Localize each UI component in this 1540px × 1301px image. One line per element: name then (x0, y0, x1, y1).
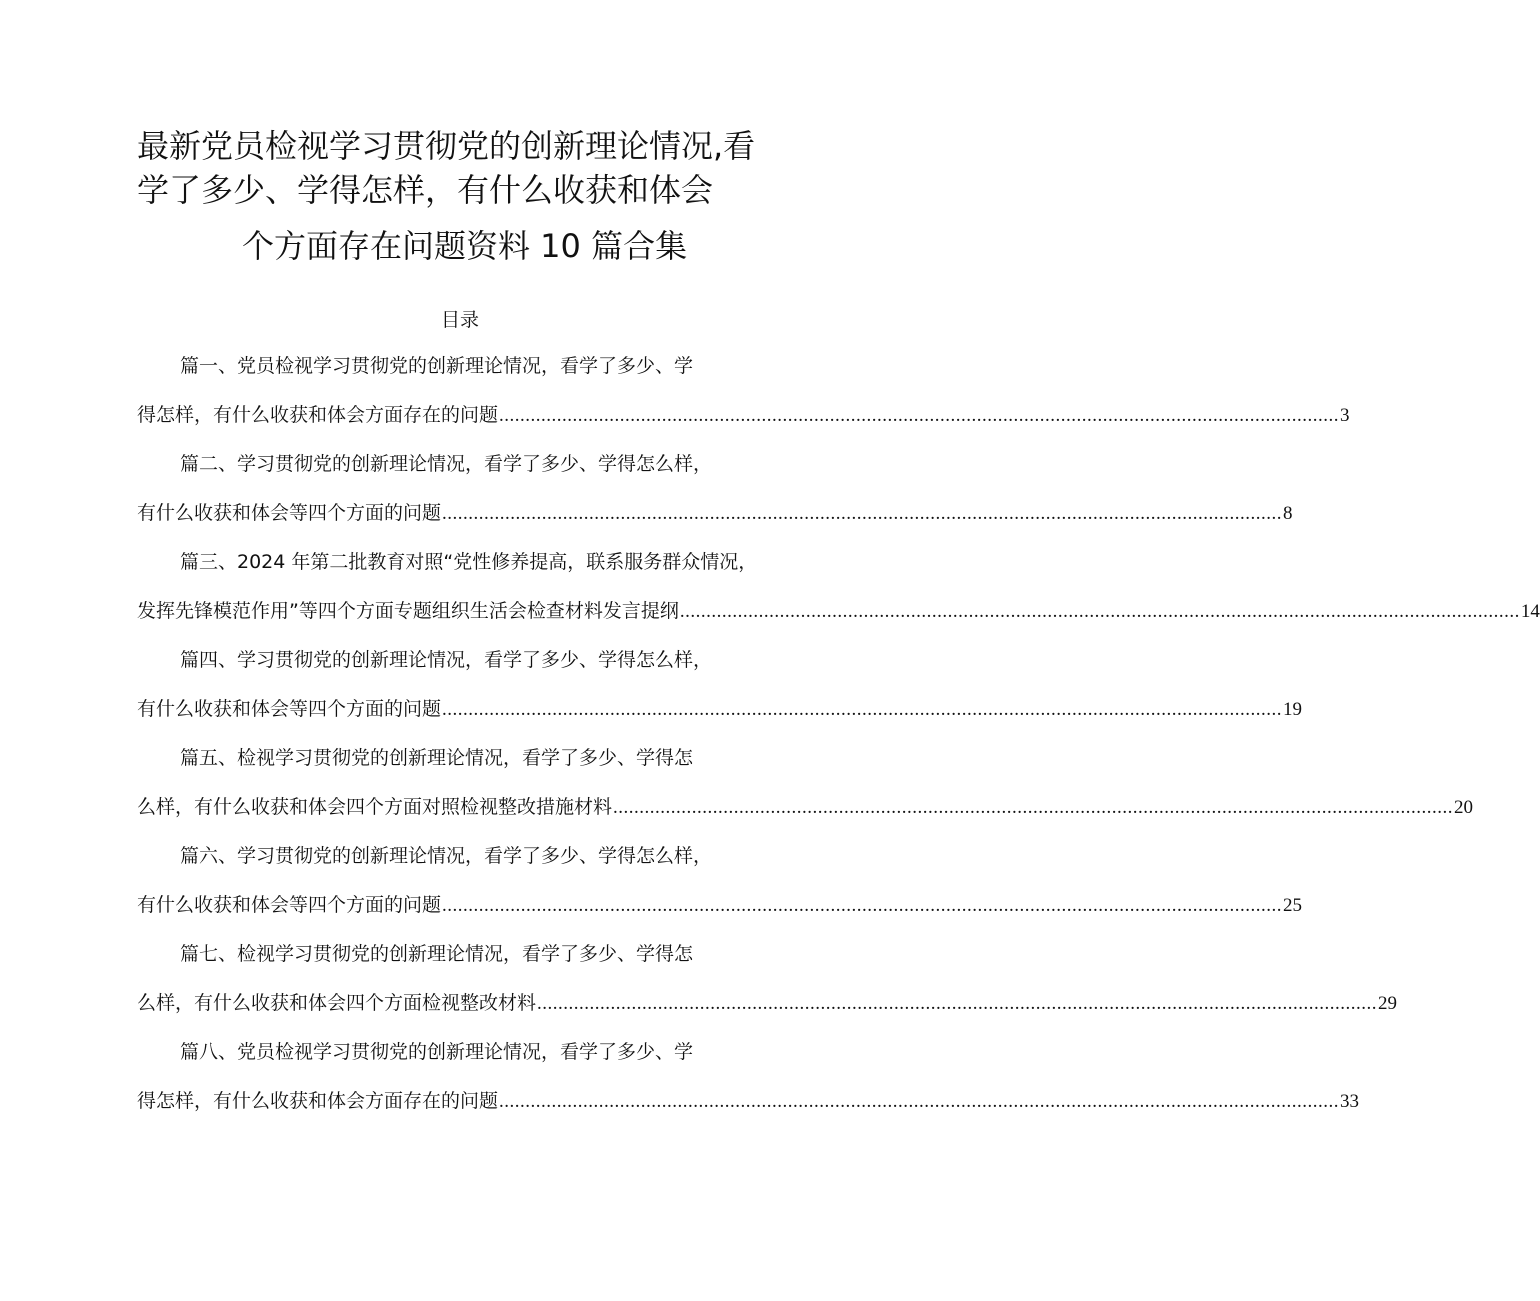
toc-leader-dots: ................................................................................................................................................................ (613, 797, 1454, 818)
toc-page-number: 14 (1520, 601, 1540, 622)
toc-entry-title[interactable]: 篇八、党员检视学习贯彻党的创新理论情况，看学了多少、学 (180, 1041, 694, 1063)
toc-heading: 目录 (440, 309, 479, 331)
toc-entry-title[interactable]: 篇四、学习贯彻党的创新理论情况，看学了多少、学得怎么样， (180, 649, 713, 671)
toc-leader-dots: ................................................................................................................................................................ (499, 1091, 1340, 1112)
toc-entry-continuation[interactable] (137, 597, 1540, 626)
toc-entry-text: 得怎样，有什么收获和体会方面存在的问题 (137, 404, 499, 426)
toc-page-number: 29 (1378, 993, 1398, 1014)
toc-entry-text: 有什么收获和体会等四个方面的问题 (137, 502, 442, 524)
toc-entry-text: 得怎样，有什么收获和体会方面存在的问题 (137, 1090, 499, 1112)
toc-page-number: 25 (1283, 895, 1303, 916)
toc-entry-text: 有什么收获和体会等四个方面的问题 (137, 698, 442, 720)
toc-leader-dots: ................................................................................................................................................................ (442, 699, 1283, 720)
toc-entry-text: 有什么收获和体会等四个方面的问题 (137, 894, 442, 916)
toc-page-number: 19 (1283, 699, 1303, 720)
toc-entry-continuation[interactable] (137, 891, 1303, 920)
toc-entry-continuation[interactable] (137, 989, 1398, 1018)
toc-leader-dots: ................................................................................................................................................................ (679, 601, 1520, 622)
toc-entry-continuation[interactable] (137, 793, 1474, 822)
toc-entry-title[interactable]: 篇二、学习贯彻党的创新理论情况，看学了多少、学得怎么样， (180, 453, 713, 475)
document-title-line-2: 学了多少、学得怎样，有什么收获和体会 (137, 171, 714, 209)
toc-page-number: 20 (1454, 797, 1474, 818)
toc-leader-dots: ................................................................................................................................................................ (499, 405, 1340, 426)
toc-entry-continuation[interactable] (137, 695, 1303, 724)
toc-page-number: 33 (1340, 1091, 1360, 1112)
toc-leader-dots: ................................................................................................................................................................ (442, 895, 1283, 916)
toc-entry-title[interactable]: 篇七、检视学习贯彻党的创新理论情况，看学了多少、学得怎 (180, 943, 694, 965)
toc-entry-continuation[interactable] (137, 1087, 1360, 1116)
toc-page-number: 3 (1340, 405, 1350, 426)
toc-entry-title[interactable]: 篇一、党员检视学习贯彻党的创新理论情况，看学了多少、学 (180, 355, 694, 377)
document-title-line-3: 个方面存在问题资料 10 篇合集 (242, 227, 688, 265)
toc-entry-title[interactable]: 篇三、2024 年第二批教育对照“党性修养提高，联系服务群众情况， (180, 551, 758, 573)
toc-entry-text: 么样，有什么收获和体会四个方面检视整改材料 (137, 992, 537, 1014)
toc-entry-title[interactable]: 篇五、检视学习贯彻党的创新理论情况，看学了多少、学得怎 (180, 747, 694, 769)
toc-leader-dots: ................................................................................................................................................................ (442, 503, 1283, 524)
toc-entry-text: 么样，有什么收获和体会四个方面对照检视整改措施材料 (137, 796, 613, 818)
toc-page-number: 8 (1283, 503, 1293, 524)
toc-leader-dots: ................................................................................................................................................................ (537, 993, 1378, 1014)
toc-entry-text: 发挥先锋模范作用”等四个方面专题组织生活会检查材料发言提纲 (137, 600, 679, 622)
toc-entry-title[interactable]: 篇六、学习贯彻党的创新理论情况，看学了多少、学得怎么样， (180, 845, 713, 867)
toc-entry-continuation[interactable] (137, 401, 1350, 430)
document-title-line-1: 最新党员检视学习贯彻党的创新理论情况,看 (137, 127, 756, 165)
toc-entry-continuation[interactable] (137, 499, 1293, 528)
